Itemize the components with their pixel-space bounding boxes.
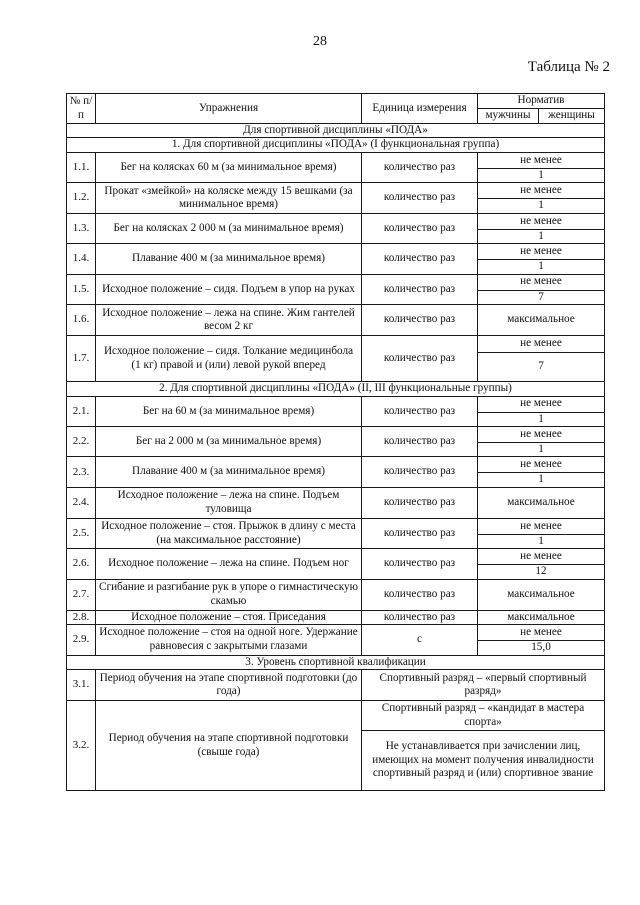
unit-text: количество раз <box>362 274 478 304</box>
unit-text: количество раз <box>362 487 478 518</box>
norm-label: не менее <box>478 625 605 641</box>
norm-label: не менее <box>478 336 605 353</box>
exercise-text: Исходное положение – лежа на спине. Жим гантелей весом 2 кг <box>96 305 362 336</box>
norm-label: не менее <box>478 213 605 229</box>
norm-label: не менее <box>478 396 605 412</box>
exercise-text: Период обучения на этапе спортивной подготовки (свыше года) <box>96 701 362 791</box>
exercise-text: Исходное положение – стоя. Прыжок в длину с места (на максимальное расстояние) <box>96 518 362 548</box>
norm-value: максимальное <box>478 579 605 610</box>
discipline-title: Для спортивной дисциплины «ПОДА» <box>67 124 605 138</box>
norm-label: не менее <box>478 457 605 473</box>
unit-text: количество раз <box>362 213 478 243</box>
unit-text: количество раз <box>362 244 478 274</box>
row-number: 2.4. <box>67 487 96 518</box>
norm-value: максимальное <box>478 610 605 624</box>
norm-label: не менее <box>478 549 605 565</box>
exercise-text: Бег на колясках 60 м (за минимальное время) <box>96 152 362 182</box>
norm-value: 1 <box>478 534 605 548</box>
norm-value: максимальное <box>478 487 605 518</box>
unit-text: количество раз <box>362 426 478 456</box>
row-number: 2.2. <box>67 426 96 456</box>
exercise-text: Прокат «змейкой» на коляске между 15 вешками (за минимальное время) <box>96 183 362 213</box>
exercise-text: Бег на 60 м (за минимальное время) <box>96 396 362 426</box>
table-label: Таблица № 2 <box>527 59 610 75</box>
header-unit: Единица измерения <box>362 94 478 124</box>
section-1-title: 1. Для спортивной дисциплины «ПОДА» (I функциональная группа) <box>67 138 605 152</box>
header-exercise: Упражнения <box>96 94 362 124</box>
header-norm: Норматив <box>478 94 605 109</box>
exercise-text: Плавание 400 м (за минимальное время) <box>96 244 362 274</box>
row-number: 2.6. <box>67 549 96 579</box>
unit-text: количество раз <box>362 336 478 382</box>
norm-value: 15,0 <box>478 641 605 655</box>
norm-label: не менее <box>478 244 605 260</box>
norm-value: максимальное <box>478 305 605 336</box>
norm-label: не менее <box>478 274 605 290</box>
norm-value: 7 <box>478 353 605 382</box>
norms-table <box>66 93 605 791</box>
unit-text: количество раз <box>362 518 478 548</box>
norm-value: 1 <box>478 229 605 243</box>
unit-text: количество раз <box>362 549 478 579</box>
section-3-title: 3. Уровень спортивной квалификации <box>67 655 605 669</box>
row-number: 1.3. <box>67 213 96 243</box>
exercise-text: Исходное положение – стоя. Приседания <box>96 610 362 624</box>
exercise-text: Исходное положение – лежа на спине. Подъем туловища <box>96 487 362 518</box>
unit-text: количество раз <box>362 305 478 336</box>
unit-text: количество раз <box>362 457 478 487</box>
norm-value: 12 <box>478 565 605 579</box>
row-number: 2.5. <box>67 518 96 548</box>
norm-value: 7 <box>478 290 605 304</box>
exercise-text: Период обучения на этапе спортивной подготовки (до года) <box>96 670 362 701</box>
unit-text: количество раз <box>362 183 478 213</box>
row-number: 2.3. <box>67 457 96 487</box>
unit-text: количество раз <box>362 579 478 610</box>
exercise-text: Бег на 2 000 м (за минимальное время) <box>96 426 362 456</box>
row-number: 3.1. <box>67 670 96 701</box>
norm-value: 1 <box>478 168 605 182</box>
exercise-text: Сгибание и разгибание рук в упоре о гимнастическую скамью <box>96 579 362 610</box>
qualification-value: Спортивный разряд – «первый спортивный разряд» <box>362 670 605 701</box>
row-number: 2.1. <box>67 396 96 426</box>
section-2-title: 2. Для спортивной дисциплины «ПОДА» (II, III функциональные группы) <box>67 382 605 396</box>
row-number: 1.7. <box>67 336 96 382</box>
unit-text: количество раз <box>362 152 478 182</box>
exercise-text: Исходное положение – лежа на спине. Подъем ног <box>96 549 362 579</box>
row-number: 1.5. <box>67 274 96 304</box>
row-number: 1.4. <box>67 244 96 274</box>
row-number: 2.9. <box>67 625 96 655</box>
exercise-text: Бег на колясках 2 000 м (за минимальное время) <box>96 213 362 243</box>
header-men: мужчины <box>478 109 539 124</box>
norm-label: не менее <box>478 426 605 442</box>
header-women: женщины <box>539 109 605 124</box>
unit-text: количество раз <box>362 610 478 624</box>
exercise-text: Плавание 400 м (за минимальное время) <box>96 457 362 487</box>
norm-value: 1 <box>478 442 605 456</box>
row-number: 2.8. <box>67 610 96 624</box>
norm-value: 1 <box>478 199 605 213</box>
norm-label: не менее <box>478 518 605 534</box>
qualification-value: Спортивный разряд – «кандидат в мастера спорта» <box>362 701 605 731</box>
row-number: 1.6. <box>67 305 96 336</box>
row-number: 1.1. <box>67 152 96 182</box>
unit-text: количество раз <box>362 396 478 426</box>
exercise-text: Исходное положение – стоя на одной ноге. Удержание равновесия с закрытыми глазами <box>96 625 362 655</box>
row-number: 1.2. <box>67 183 96 213</box>
norm-label: не менее <box>478 183 605 199</box>
norm-label: не менее <box>478 152 605 168</box>
norm-value: 1 <box>478 260 605 274</box>
exercise-text: Исходное положение – сидя. Толкание медицинбола (1 кг) правой и (или) левой рукой вперед <box>96 336 362 382</box>
header-num: № п/п <box>67 94 96 124</box>
unit-text: с <box>362 625 478 655</box>
row-number: 3.2. <box>67 701 96 791</box>
exercise-text: Исходное положение – сидя. Подъем в упор на руках <box>96 274 362 304</box>
row-number: 2.7. <box>67 579 96 610</box>
norm-value: 1 <box>478 412 605 426</box>
page-number: 28 <box>313 34 327 49</box>
qualification-note: Не устанавливается при зачислении лиц, имеющих на момент получения инвалидности спортивный разряд и (или) спортивное звание <box>362 731 605 791</box>
norm-value: 1 <box>478 473 605 487</box>
